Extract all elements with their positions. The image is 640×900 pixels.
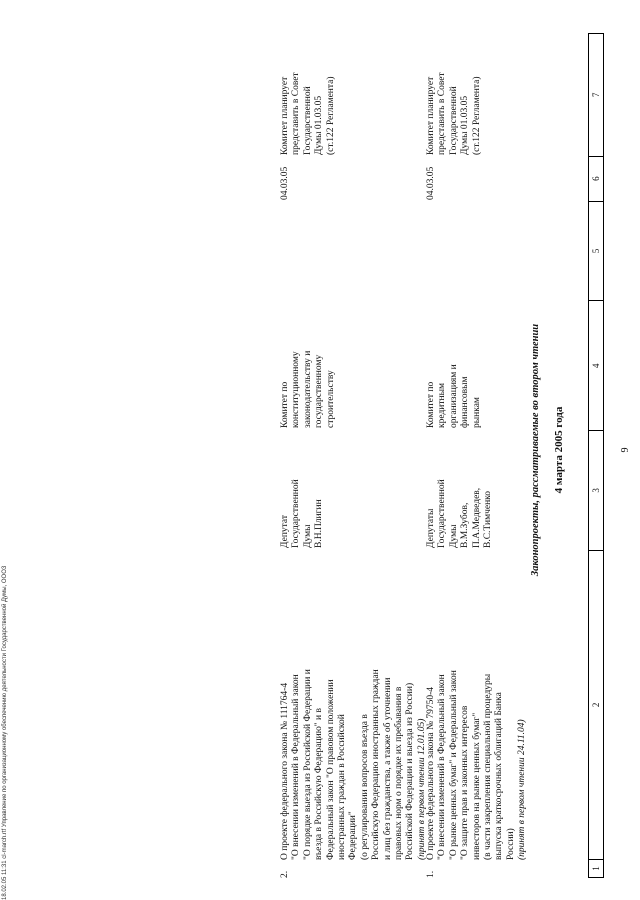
author-line: Думы (302, 524, 313, 548)
note-line: (ст.122 Регламента) (325, 76, 336, 155)
committee-line: Комитет по (426, 381, 436, 428)
author-line: Думы (448, 524, 459, 548)
note-line: Комитет планирует (426, 76, 436, 155)
table-row (280, 33, 428, 878)
date-title: 4 марта 2005 года (553, 406, 565, 494)
note-line: (ст.122 Регламента) (471, 76, 482, 155)
desc-line: России) (505, 828, 516, 860)
author-line: В.Н.Плигин (314, 499, 325, 548)
committee-note (426, 33, 529, 155)
bill-authors (426, 430, 529, 550)
responsible-committee (426, 300, 529, 430)
bill-authors (280, 430, 428, 550)
committee-line: рынкам (471, 397, 482, 428)
author-line: П.А.Медведев, (471, 487, 482, 548)
author-line: Депутаты (426, 508, 436, 548)
responsible-committee (280, 300, 428, 430)
note-line: представить в Совет (437, 72, 448, 155)
desc-line: и лиц без гражданства, а также об уточнении (382, 677, 393, 860)
column-number-5: 5 (589, 201, 603, 301)
committee-line: строительству (325, 370, 336, 428)
desc-line: "О порядке выезда из Российской Федерации и (302, 669, 313, 860)
review-date: 04.03.05 (280, 166, 290, 200)
desc-line: Федеральный закон "О правовом положении (325, 679, 336, 860)
desc-line: въезда в Российскую Федерацию" и в (314, 708, 325, 860)
section-title: Законопроекты, рассматриваемые во втором чтении (530, 323, 541, 577)
author-line: Государственной (291, 479, 302, 548)
desc-line: инвесторов на рынке ценных бумаг" (471, 712, 482, 860)
committee-line: конституционному (291, 351, 302, 428)
bill-description (426, 550, 529, 860)
empty-column-5 (426, 200, 529, 300)
first-reading-note: (принят в первом чтении 24.11.04) (517, 719, 528, 860)
footer-print-info: 18.02.05 11:31 cl-march.rtf Управление по организационному обеспечению деятельности Государственной Думы, ООО3 (2, 565, 8, 900)
committee-line: кредитным (437, 382, 448, 428)
author-line: В.М.Зубов, (460, 502, 471, 548)
author-line: Депутат (280, 514, 290, 548)
column-number-6: 6 (589, 156, 603, 201)
row-number: 1. (426, 870, 436, 878)
note-line: Государственной (448, 86, 459, 155)
committee-line: Комитет по (280, 381, 290, 428)
desc-line: Российской Федерации и выезда из России) (405, 682, 416, 860)
first-reading-note: (принят в первом чтении 12.01.05) (416, 718, 427, 860)
desc-line: правовых норм о порядке их пребывания в (394, 686, 405, 860)
note-line: Комитет планирует (280, 76, 290, 155)
column-number-4: 4 (589, 300, 603, 430)
committee-line: организациям и (448, 364, 459, 428)
column-number-1: 1 (589, 859, 603, 877)
column-number-header (588, 33, 604, 878)
committee-line: государственному (314, 354, 325, 428)
committee-line: законодательству и (302, 350, 313, 428)
note-line: представить в Совет (291, 72, 302, 155)
author-line: В.С.Тимченко (483, 490, 494, 548)
note-line: Думы 01.03.05 (314, 95, 325, 155)
table-row (426, 33, 529, 878)
review-date: 04.03.05 (426, 166, 436, 200)
row-number: 2. (280, 870, 290, 878)
desc-line: "О внесении изменений в Федеральный закон (437, 674, 448, 860)
column-number-7: 7 (591, 92, 601, 98)
bill-description (280, 550, 428, 860)
desc-line: О проекте федерального закона № 111764-4 (280, 682, 290, 860)
column-number-2: 2 (589, 550, 603, 859)
desc-line: (о регулировании вопросов въезда в (359, 714, 370, 860)
note-line: Государственной (302, 86, 313, 155)
desc-line: иностранных граждан в Российской (337, 714, 348, 860)
desc-line: (в части закрепления специальной процедуры (483, 673, 494, 860)
committee-note (280, 33, 428, 155)
desc-line: "О защите прав и законных интересов (460, 705, 471, 860)
desc-line: выпуска краткосрочных облигаций Банка (494, 692, 505, 860)
desc-line: Федерации" (348, 811, 359, 860)
empty-column-5 (280, 200, 428, 300)
desc-line: "О рынке ценных бумаг" и Федеральный закон (448, 670, 459, 860)
desc-line: "О внесении изменений в Федеральный закон (291, 674, 302, 860)
author-line: Государственной (437, 479, 448, 548)
note-line: Думы 01.03.05 (460, 95, 471, 155)
desc-line: О проекте федерального закона № 79750-4 (426, 686, 436, 860)
column-number-3: 3 (589, 430, 603, 550)
page-number: 9 (620, 447, 631, 453)
desc-line: Российскую Федерацию иностранных граждан (371, 669, 382, 860)
committee-line: финансовым (460, 376, 471, 428)
